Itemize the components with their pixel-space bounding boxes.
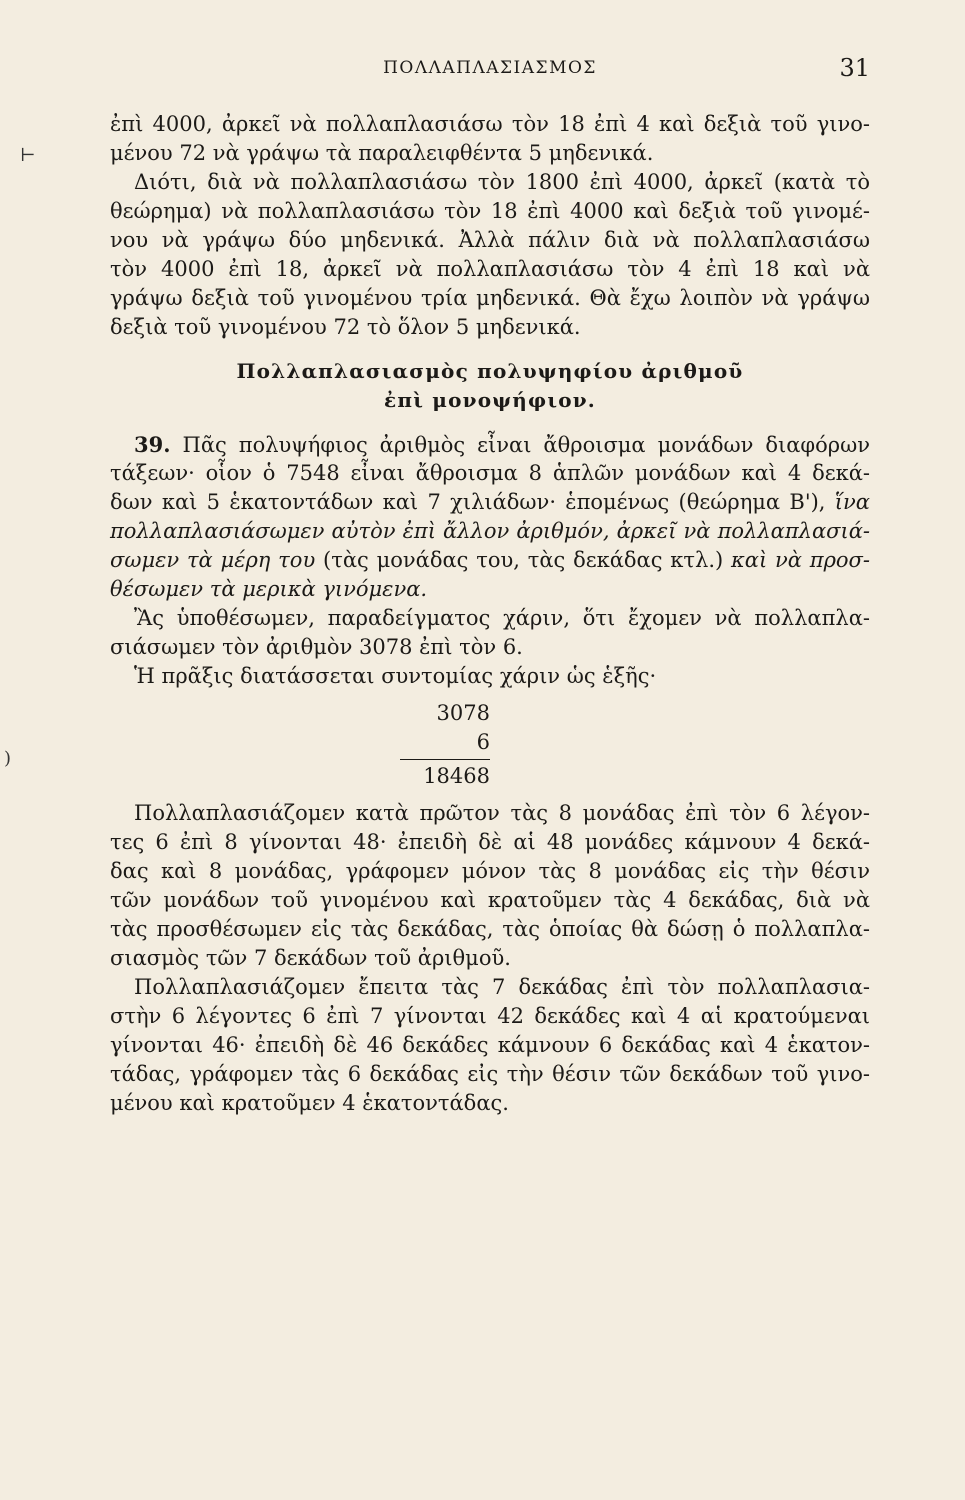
product: 18468: [423, 764, 490, 788]
text-span: (τὰς μονάδας του, τὰς δεκάδας κτλ.): [323, 548, 724, 572]
text-line: δας καὶ 8 μονάδας, γράφομεν μόνον τὰς 8 μονάδας εἰς τὴν θέσιν: [110, 859, 870, 883]
text-span: Πᾶς πολυψήφιος ἀριθμὸς εἶναι ἄθροισμα μονάδων διαφόρων: [182, 433, 871, 457]
sum-rule: [400, 759, 490, 760]
section-39: [110, 430, 870, 604]
heading-line: ἐπὶ μονοψήφιον.: [384, 388, 596, 412]
multiplicand: 3078: [436, 701, 490, 725]
running-title: ΠΟΛΛΑΠΛΑΣΙΑΣΜΟΣ: [383, 58, 597, 78]
italic-line: θέσωμεν τὰ μερικὰ γινόμενα.: [110, 577, 428, 601]
italic-span: σωμεν τὰ μέρη του: [110, 548, 316, 572]
text-line: Πολλαπλασιάζομεν ἔπειτα τὰς 7 δεκάδας ἐπὶ τὸν πολλαπλασια-: [134, 975, 870, 999]
text-line: [110, 546, 870, 575]
section-number: 39.: [134, 432, 171, 457]
page-body: [110, 110, 870, 1118]
text-line: σιάσωμεν τὸν ἀριθμὸν 3078 ἐπὶ τὸν 6.: [110, 635, 523, 659]
heading-line: Πολλαπλασιασμὸς πολυψηφίου ἀριθμοῦ: [236, 359, 744, 383]
text-line: γίνονται 46· ἐπειδὴ δὲ 46 δεκάδες κάμνουν 6 δεκάδας καὶ 4 ἑκατον-: [110, 1033, 870, 1057]
text-line: Ἡ πρᾶξις διατάσσεται συντομίας χάριν ὡς ἑξῆς·: [134, 664, 657, 688]
italic-line: πολλαπλασιάσωμεν αὐτὸν ἐπὶ ἄλλον ἀριθμόν, ἀρκεῖ νὰ πολλαπλασιά-: [110, 519, 870, 543]
text-line: δεξιὰ τοῦ γινομένου 72 τὸ ὅλον 5 μηδενικά.: [110, 315, 581, 339]
text-line: θεώρημα) νὰ πολλαπλασιάσω τὸν 18 ἐπὶ 4000 καὶ δεξιὰ τοῦ γινομέ-: [110, 199, 870, 223]
text-line: στὴν 6 λέγοντες 6 ἐπὶ 7 γίνονται 42 δεκάδες καὶ 4 αἱ κρατούμεναι: [110, 1004, 870, 1028]
text-line: Ἂς ὑποθέσωμεν, παραδείγματος χάριν, ὅτι ἔχομεν νὰ πολλαπλα-: [134, 606, 870, 630]
page-header: [110, 54, 870, 88]
margin-mark: ⊢: [20, 145, 36, 166]
text-line: νου νὰ γράψω δύο μηδενικά. Ἀλλὰ πάλιν διὰ νὰ πολλαπλασιάσω: [110, 228, 870, 252]
paragraph-2: [110, 168, 870, 342]
paragraph-5: [110, 799, 870, 973]
text-line: τάδας, γράφομεν τὰς 6 δεκάδας εἰς τὴν θέσιν τῶν δεκάδων τοῦ γινο-: [110, 1062, 870, 1086]
text-line: Διότι, διὰ νὰ πολλαπλασιάσω τὸν 1800 ἐπὶ 4000, ἀρκεῖ (κατὰ τὸ: [134, 170, 870, 194]
paragraph-3: [110, 604, 870, 662]
section-heading: [110, 357, 870, 415]
text-line: τες 6 ἐπὶ 8 γίνονται 48· ἐπειδὴ δὲ αἱ 48 μονάδες κάμνουν 4 δεκά-: [110, 830, 870, 854]
text-line: μένου καὶ κρατοῦμεν 4 ἑκατοντάδας.: [110, 1091, 509, 1115]
page-number: 31: [839, 54, 870, 82]
text-line: τὰς προσθέσωμεν εἰς τὰς δεκάδας, τὰς ὁποίας θὰ δώσῃ ὁ πολλαπλα-: [110, 917, 870, 941]
margin-mark: ): [4, 748, 12, 769]
italic-span: καὶ νὰ προσ-: [731, 548, 870, 572]
text-line: [110, 488, 870, 517]
text-line: [110, 430, 870, 459]
text-line: γράψω δεξιὰ τοῦ γινομένου τρία μηδενικά. Θὰ ἔχω λοιπὸν νὰ γράψω: [110, 286, 870, 310]
text-line: Πολλαπλασιάζομεν κατὰ πρῶτον τὰς 8 μονάδας ἐπὶ τὸν 6 λέγον-: [134, 801, 870, 825]
paragraph-6: [110, 973, 870, 1118]
paragraph-4: [110, 662, 870, 691]
text-line: ἐπὶ 4000, ἀρκεῖ νὰ πολλαπλασιάσω τὸν 18 ἐπὶ 4 καὶ δεξιὰ τοῦ γινο-: [110, 112, 870, 136]
italic-span: ἵνα: [834, 490, 870, 514]
text-line: τὸν 4000 ἐπὶ 18, ἀρκεῖ νὰ πολλαπλασιάσω τὸν 4 ἐπὶ 18 καὶ νὰ: [110, 257, 870, 281]
text-line: τάξεων· οἷον ὁ 7548 εἶναι ἄθροισμα 8 ἁπλῶν μονάδων καὶ 4 δεκά-: [110, 461, 870, 485]
text-line: μένου 72 νὰ γράψω τὰ παραλειφθέντα 5 μηδενικά.: [110, 141, 654, 165]
multiplier: 6: [476, 730, 490, 754]
text-line: τῶν μονάδων τοῦ γινομένου καὶ κρατοῦμεν τὰς 4 δεκάδας, διὰ νὰ: [110, 888, 870, 912]
paragraph-1: [110, 110, 870, 168]
text-span: δων καὶ 5 ἑκατοντάδων καὶ 7 χιλιάδων· ἑπομένως (θεώρημα Β'),: [110, 490, 826, 514]
text-line: σιασμὸς τῶν 7 δεκάδων τοῦ ἀριθμοῦ.: [110, 946, 511, 970]
multiplication-example: [400, 699, 490, 791]
